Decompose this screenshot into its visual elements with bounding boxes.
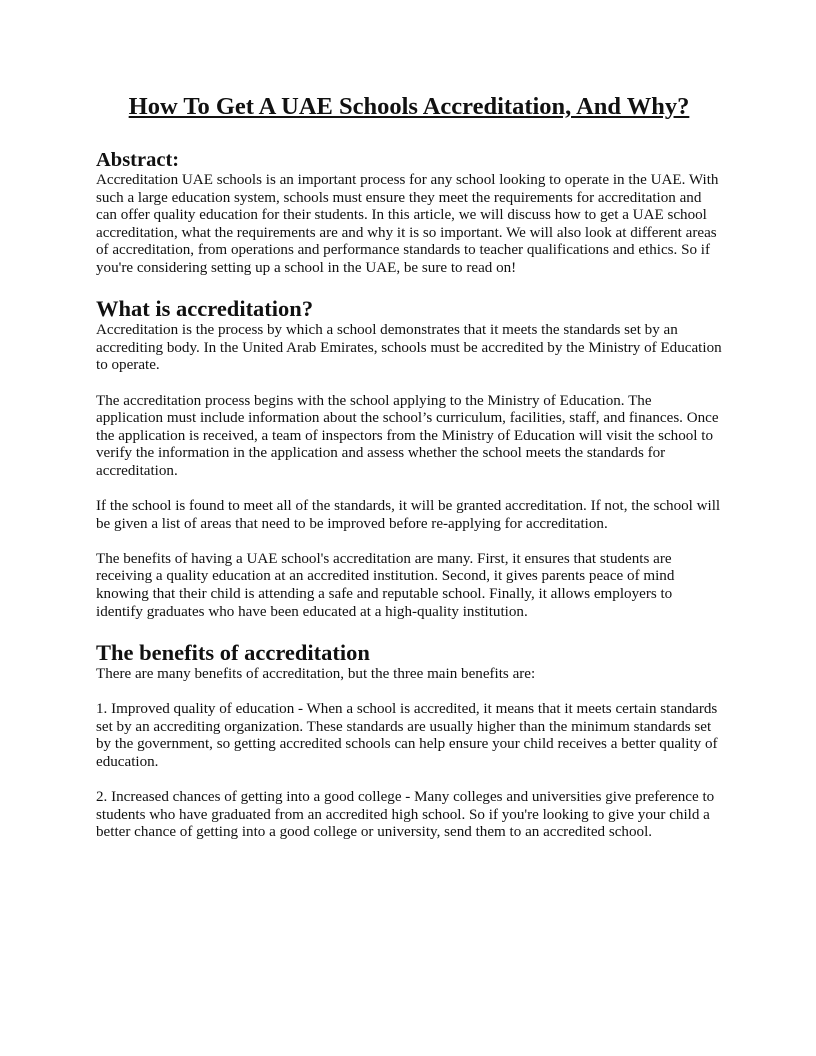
document-title: How To Get A UAE Schools Accreditation, And Why? bbox=[128, 93, 690, 120]
benefits-heading: The benefits of accreditation bbox=[96, 639, 370, 665]
paragraph: The benefits of having a UAE school's accreditation are many. First, it ensures that students are receiving a quality education at an accredited institution. Second, it gives parents peace of mind knowing that their child is attending a safe and reputable school. Finally, it allows employers to identify graduates who have been educated at a high-quality institution. bbox=[96, 550, 675, 620]
paragraph: If the school is found to meet all of the standards, it will be granted accreditation. If not, the school will be given a list of areas that need to be improved before re-applying for accreditation. bbox=[96, 498, 721, 532]
document-page bbox=[96, 92, 722, 859]
what-is-accreditation-heading: What is accreditation? bbox=[96, 296, 314, 322]
abstract-paragraph: Accreditation UAE schools is an important process for any school looking to operate in the UAE. With such a large education system, schools must ensure they meet the requirements for accreditation and can offer quality education for their students. In this article, we will discuss how to get a UAE school accreditation, what the requirements are and why it is so important. We will also look at different areas of accreditation, from operations and performance standards to teacher qualifications and ethics. So if you're considering setting up a school in the UAE, be sure to read on! bbox=[96, 172, 719, 276]
paragraph: Accreditation is the process by which a school demonstrates that it meets the standards set by an accrediting body. In the United Arab Emirates, schools must be accredited by the Ministry of Education to operate. bbox=[96, 322, 722, 374]
list-item: 2. Increased chances of getting into a good college - Many colleges and universities give preference to students who have graduated from an accredited high school. So if you're looking to give your child a better chance of getting into a good college or university, send them to an accredited school. bbox=[96, 789, 715, 841]
abstract-heading: Abstract: bbox=[96, 149, 180, 171]
paragraph: The accreditation process begins with the school applying to the Ministry of Education. The application must include information about the school’s curriculum, facilities, staff, and finances. Once the application is received, a team of inspectors from the Ministry of Education will visit the school to verify the information in the application and assess whether the school meets the standards for accreditation. bbox=[96, 392, 719, 479]
paragraph: There are many benefits of accreditation, but the three main benefits are: bbox=[96, 665, 536, 682]
list-item: 1. Improved quality of education - When a school is accredited, it means that it meets certain standards set by an accrediting organization. These standards are usually higher than the minimum standards set by the government, so getting accredited schools can help ensure your child receives a better quality of education. bbox=[96, 701, 718, 770]
